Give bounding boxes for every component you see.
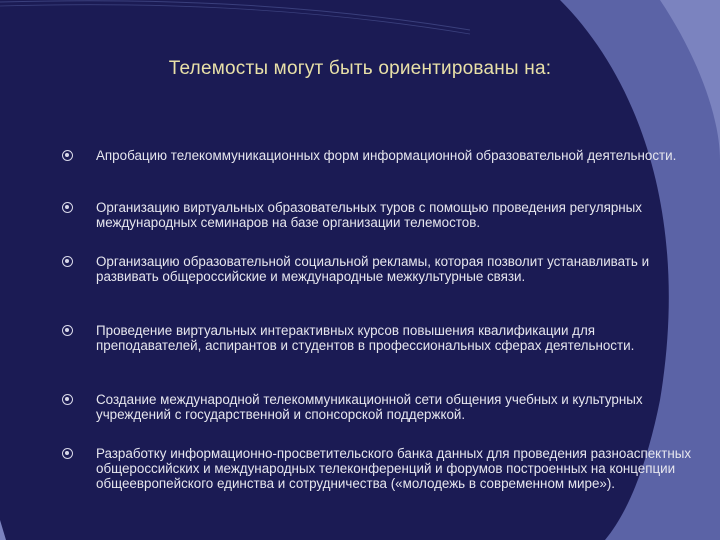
list-item-text: Создание международной телекоммуникационной сети общения учебных и культурных учреждений с государственной и спонсорской поддержкой.	[96, 392, 643, 422]
bullet-icon	[62, 202, 73, 213]
list-item-text: Проведение виртуальных интерактивных курсов повышения квалификации для преподавателей, аспирантов и студентов в профессиональных сферах деятельности.	[96, 323, 635, 353]
bullet-icon	[62, 394, 73, 405]
bullet-icon	[62, 256, 73, 267]
slide-title: Телемосты могут быть ориентированы на:	[168, 58, 552, 79]
list-item-text: Апробацию телекоммуникационных форм информационной образовательной деятельности.	[96, 148, 677, 163]
list-item-text: Организацию образовательной социальной рекламы, которая позволит устанавливать и развивать общероссийские и международные межкультурные связи.	[96, 254, 650, 284]
list-item-text: Организацию виртуальных образовательных туров с помощью проведения регулярных международных семинаров на базе организации телемостов.	[96, 200, 642, 230]
bullet-icon	[62, 448, 73, 459]
list-item-text: Разработку информационно-просветительского банка данных для проведения разноаспектных общероссийских и международных телеконференций и форумов построенных на концепции общеевропейского единства и сотрудничества («молодежь в современном мире»).	[96, 446, 692, 491]
bullet-icon	[62, 325, 73, 336]
bullet-icon	[62, 150, 73, 161]
